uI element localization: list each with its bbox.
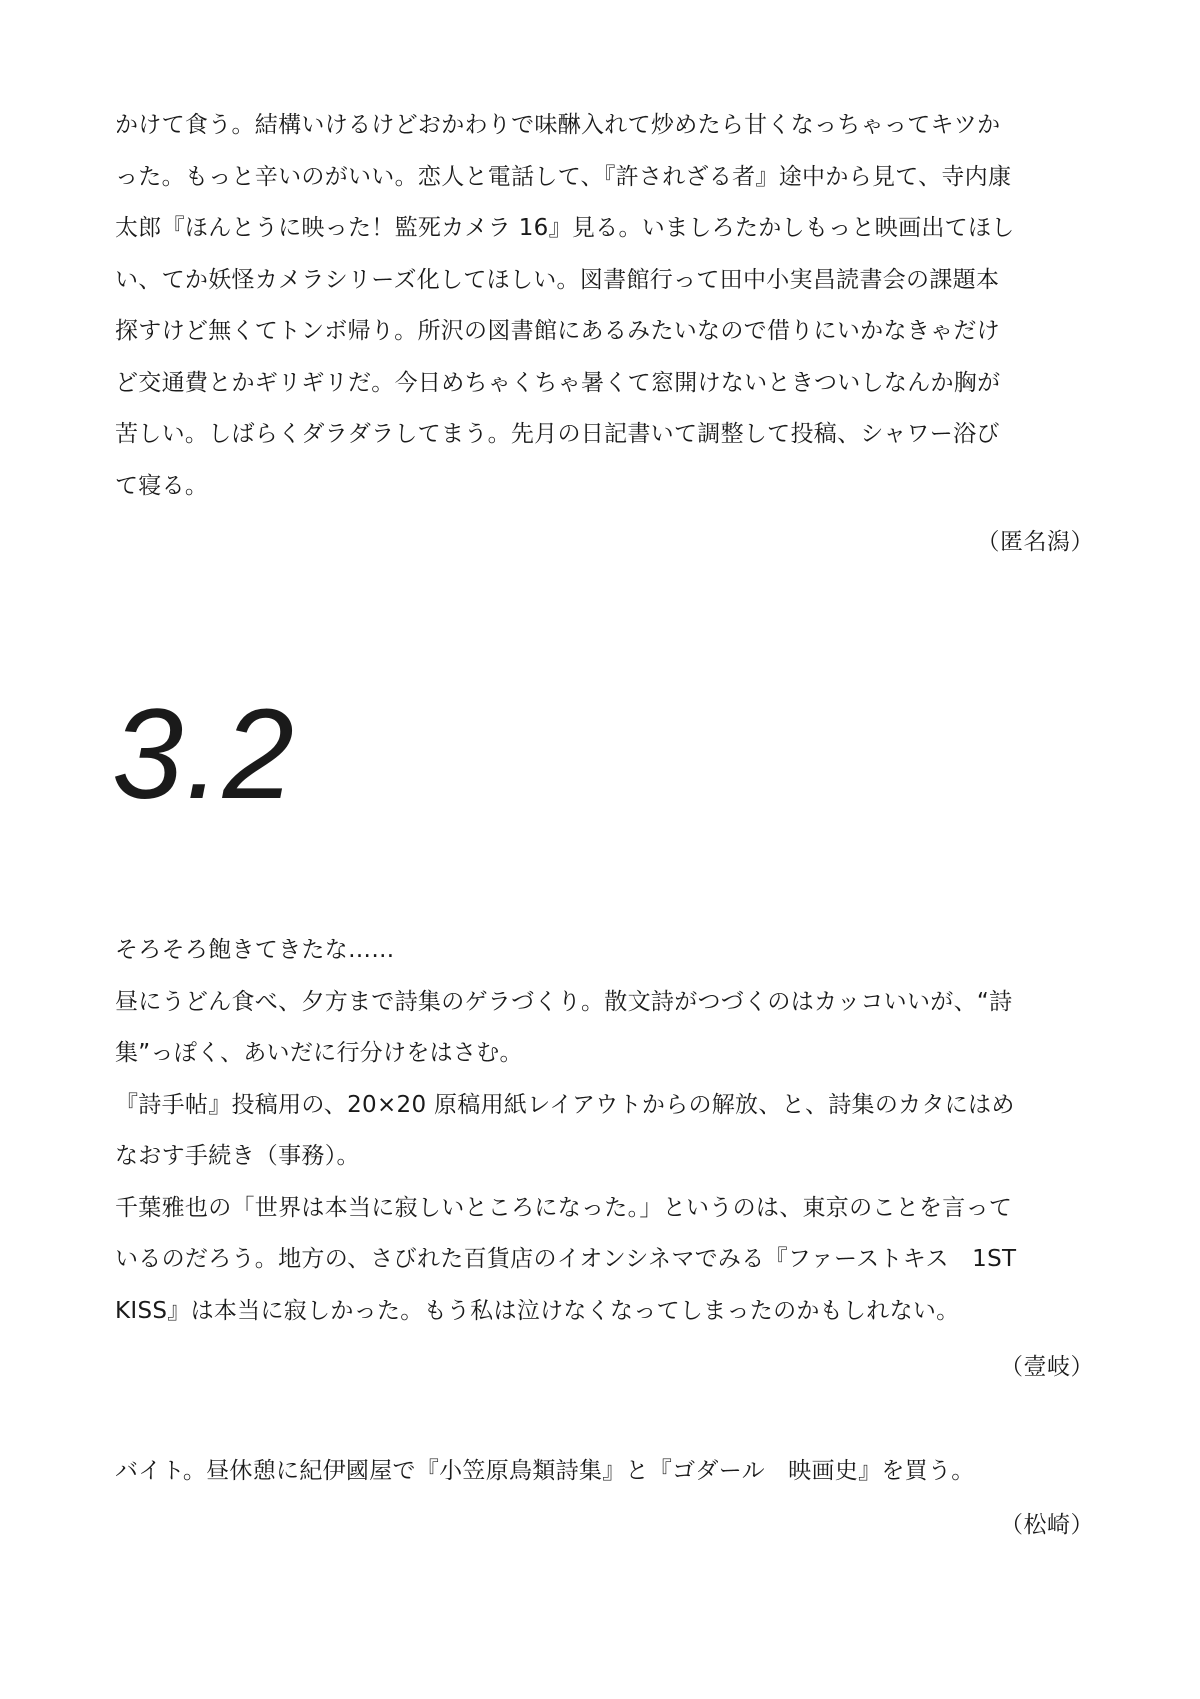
entry-line: そろそろ飽きてきたな……: [115, 937, 395, 963]
entry-line: 千葉雅也の「世界は本当に寂しいところになった。」というのは、東京のことを言って: [115, 1194, 1013, 1221]
entry-line: った。もっと辛いのがいい。恋人と電話して、『許されざる者』途中から見て、寺内康: [115, 163, 1012, 190]
entry-body: [115, 925, 1090, 1337]
date-heading: 3.2: [112, 683, 296, 826]
entry-line: 苦しい。しばらくダラダラしてまう。先月の日記書いて調整して投稿、シャワー浴び: [115, 421, 1000, 447]
author-signature: （壹岐）: [1000, 1354, 1094, 1380]
entry-line: バイト。昼休憩に紀伊國屋で『小笠原鳥類詩集』と『ゴダール 映画史』を買う。: [115, 1458, 975, 1484]
entry-line: 『詩手帖』投稿用の、20×20 原稿用紙レイアウトからの解放、と、詩集のカタにはめ: [115, 1091, 1015, 1118]
author-signature: （匿名潟）: [976, 529, 1094, 555]
entry-line: い、てか妖怪カメラシリーズ化してほしい。図書館行って田中小実昌読書会の課題本: [115, 266, 1000, 293]
entry-line: ど交通費とかギリギリだ。今日めちゃくちゃ暑くて窓開けないときついしなんか胸が: [115, 369, 1001, 396]
entry-line: 太郎『ほんとうに映った！監死カメラ 16』見る。いましろたかしもっと映画出てほし: [115, 215, 1015, 241]
diary-entry-matsuzaki: [115, 1446, 1090, 1498]
diary-entry-continued: [115, 100, 1090, 512]
author-signature: （松崎）: [1000, 1512, 1094, 1538]
entry-line: いるのだろう。地方の、さびれた百貨店のイオンシネマでみる『ファーストキス 1ST: [115, 1246, 1017, 1272]
diary-entry-iki: [115, 925, 1090, 1337]
entry-body: [115, 100, 1090, 512]
entry-line: 集”っぽく、あいだに行分けをはさむ。: [115, 1040, 523, 1066]
entry-line: なおす手続き（事務）。: [115, 1143, 360, 1169]
entry-line: 探すけど無くてトンボ帰り。所沢の図書館にあるみたいなので借りにいかなきゃだけ: [115, 318, 1000, 344]
entry-line: かけて食う。結構いけるけどおかわりで味醂入れて炒めたら甘くなっちゃってキツか: [115, 112, 1001, 138]
entry-body: [115, 1446, 1090, 1498]
entry-line: て寝る。: [115, 472, 209, 499]
entry-line: KISS』は本当に寂しかった。もう私は泣けなくなってしまったのかもしれない。: [115, 1297, 960, 1324]
entry-line: 昼にうどん食べ、夕方まで詩集のゲラづくり。散文詩がつづくのはカッコいいが、“詩: [115, 988, 1013, 1015]
